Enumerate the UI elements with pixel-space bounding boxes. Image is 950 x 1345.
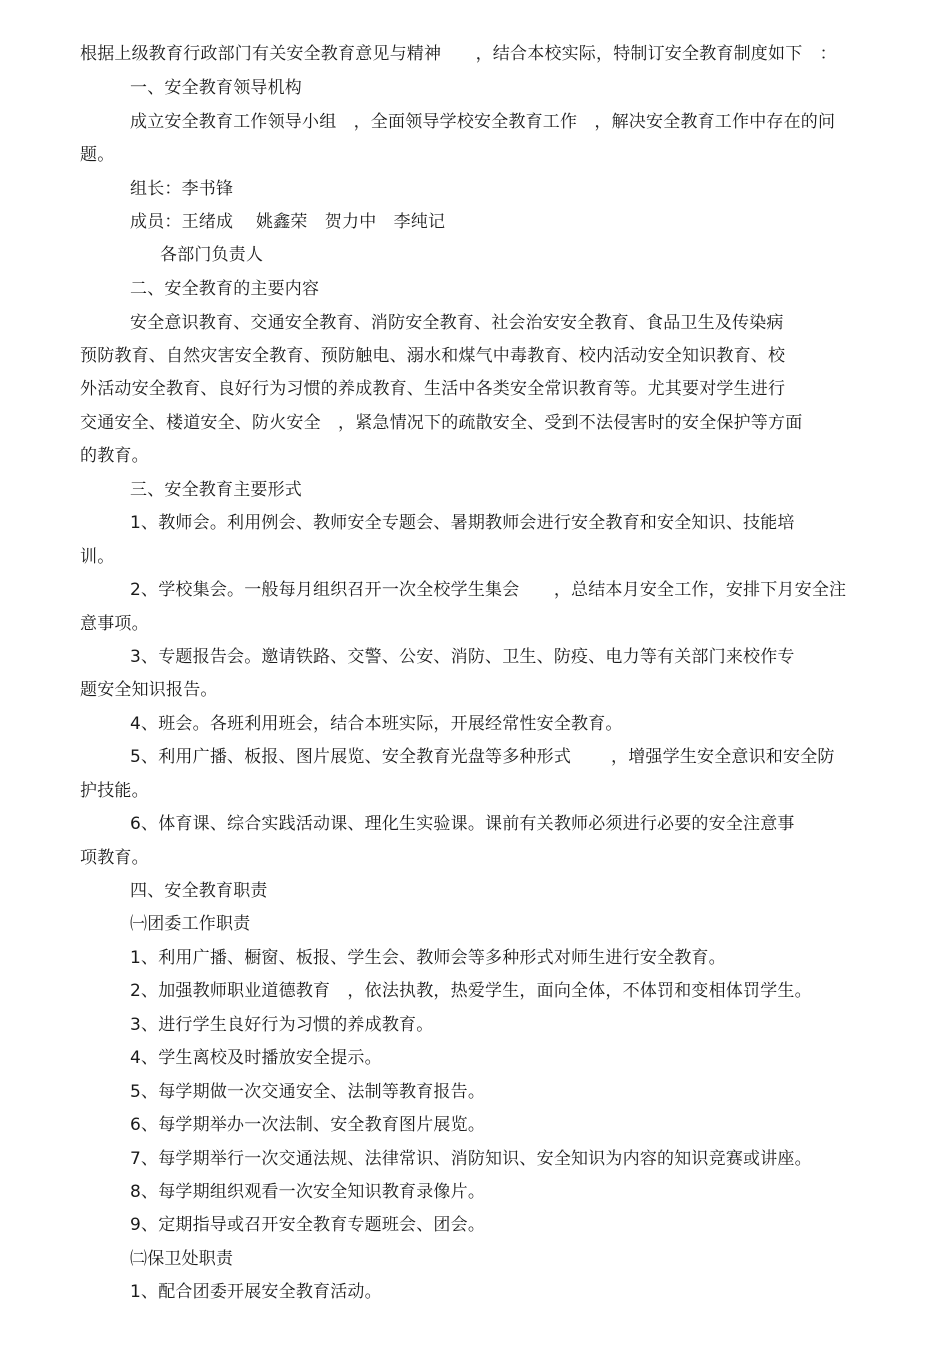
list-item: 9、定期指导或召开安全教育专题班会、团会。: [130, 1215, 486, 1235]
paragraph-line: 的教育。: [80, 446, 149, 466]
list-item: 5、利用广播、板报、图片展览、安全教育光盘等多种形式 ，增强学生安全意识和安全防: [130, 747, 835, 767]
list-item: 训。: [80, 547, 115, 567]
list-item: 6、体育课、综合实践活动课、理化生实验课。课前有关教师必须进行必要的安全注意事: [130, 814, 795, 834]
group-leader-line: 组长：李书锋: [130, 179, 234, 199]
list-item: 4、班会。各班利用班会，结合本班实际，开展经常性安全教育。: [130, 714, 623, 734]
paragraph-line: 预防教育、自然灾害安全教育、预防触电、溺水和煤气中毒教育、校内活动安全知识教育、校: [80, 346, 786, 366]
list-item: 护技能。: [80, 781, 149, 801]
paragraph-line: 安全意识教育、交通安全教育、消防安全教育、社会治安安全教育、食品卫生及传染病: [130, 313, 784, 333]
list-item: 3、进行学生良好行为习惯的养成教育。: [130, 1015, 434, 1035]
list-item: 8、每学期组织观看一次安全知识教育录像片。: [130, 1182, 486, 1202]
list-item: 题安全知识报告。: [80, 680, 218, 700]
list-item: 3、专题报告会。邀请铁路、交警、公安、消防、卫生、防疫、电力等有关部门来校作专: [130, 647, 795, 667]
intro-text: 根据上级教育行政部门有关安全教育意见与精神 ，结合本校实际，特制订安全教育制度如下 ：: [80, 44, 837, 64]
subsection-heading-1: ㈠团委工作职责: [130, 914, 251, 934]
paragraph-line: 交通安全、楼道安全、防火安全 ，紧急情况下的疏散安全、受到不法侵害时的安全保护等方面: [80, 413, 803, 433]
list-item: 7、每学期举行一次交通法规、法律常识、消防知识、安全知识为内容的知识竞赛或讲座。: [130, 1149, 812, 1169]
list-item: 2、加强教师职业道德教育 ，依法执教，热爱学生，面向全体，不体罚和变相体罚学生。: [130, 981, 812, 1001]
paragraph-line: 题。: [80, 145, 115, 165]
section-heading-2: 二、安全教育的主要内容: [130, 279, 320, 299]
list-item: 6、每学期举办一次法制、安全教育图片展览。: [130, 1115, 486, 1135]
group-members-line: 各部门负责人: [160, 245, 264, 265]
subsection-heading-2: ㈡保卫处职责: [130, 1249, 234, 1269]
list-item: 4、学生离校及时播放安全提示。: [130, 1048, 382, 1068]
section-heading-1: 一、安全教育领导机构: [130, 78, 302, 98]
paragraph-line: 外活动安全教育、良好行为习惯的养成教育、生活中各类安全常识教育等。尤其要对学生进行: [80, 379, 786, 399]
group-members-line: 成员：王绪成 姚鑫荣 贺力中 李纯记: [130, 212, 446, 232]
list-item: 2、学校集会。一般每月组织召开一次全校学生集会 ，总结本月安全工作，安排下月安全注: [130, 580, 847, 600]
list-item: 5、每学期做一次交通安全、法制等教育报告。: [130, 1082, 486, 1102]
list-item: 1、利用广播、橱窗、板报、学生会、教师会等多种形式对师生进行安全教育。: [130, 948, 726, 968]
section-heading-3: 三、安全教育主要形式: [130, 480, 302, 500]
paragraph-line: 成立安全教育工作领导小组 ，全面领导学校安全教育工作 ，解决安全教育工作中存在的问: [130, 112, 836, 132]
list-item: 1、配合团委开展安全教育活动。: [130, 1282, 382, 1302]
list-item: 意事项。: [80, 614, 149, 634]
section-heading-4: 四、安全教育职责: [130, 881, 268, 901]
list-item: 1、教师会。利用例会、教师安全专题会、暑期教师会进行安全教育和安全知识、技能培: [130, 513, 795, 533]
list-item: 项教育。: [80, 848, 149, 868]
